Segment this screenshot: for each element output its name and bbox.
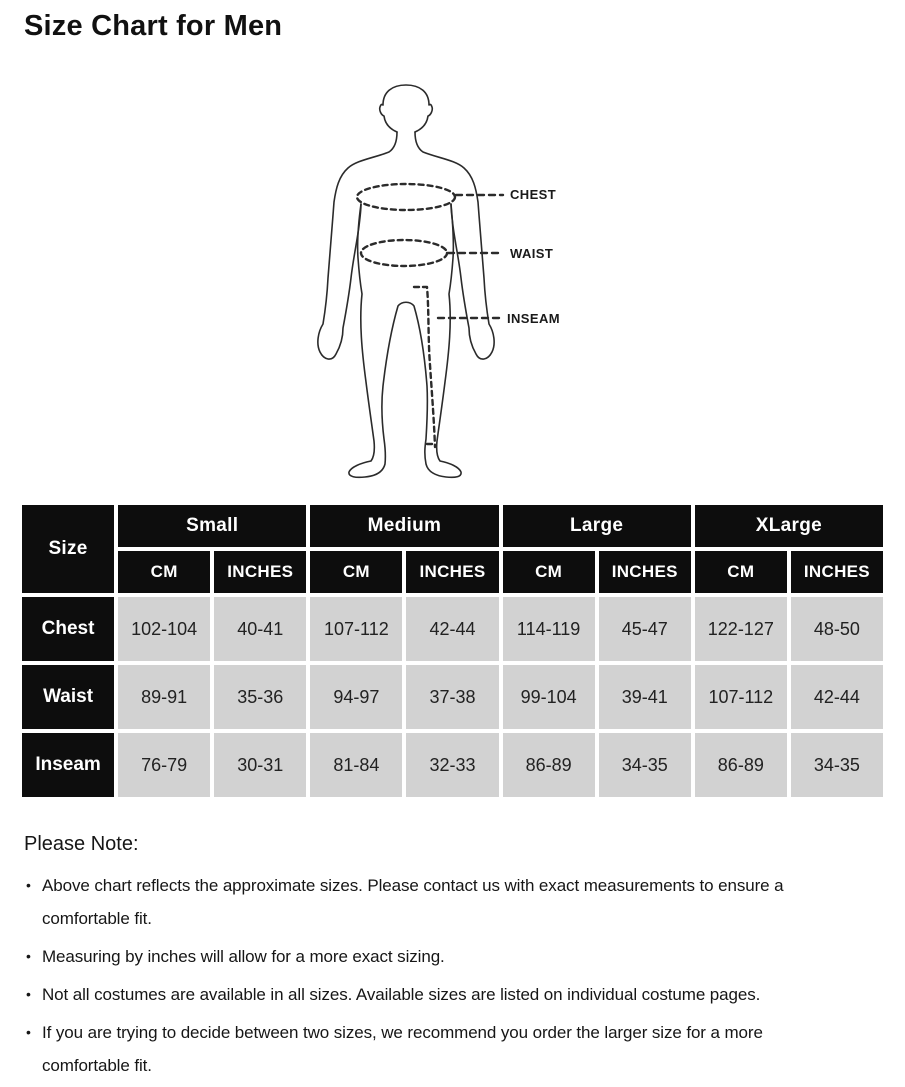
header-small: Small: [118, 505, 306, 547]
chest-large-cm: 114-119: [503, 597, 595, 661]
header-large-cm: CM: [503, 551, 595, 593]
bullet-icon: •: [26, 986, 31, 1002]
corner-header-size: Size: [22, 505, 114, 593]
header-medium-cm: CM: [310, 551, 402, 593]
chest-medium-inches: 42-44: [406, 597, 498, 661]
bullet-icon: •: [26, 877, 31, 893]
notes-section: [24, 833, 854, 1087]
note-text: Above chart reflects the approximate sizes. Please contact us with exact measurements to ensure a comfortable fit.: [42, 876, 784, 928]
inseam-small-cm: 76-79: [118, 733, 210, 797]
chest-medium-cm: 107-112: [310, 597, 402, 661]
row-header-waist: Waist: [22, 665, 114, 729]
header-medium: Medium: [310, 505, 498, 547]
inseam-xlarge-cm: 86-89: [695, 733, 787, 797]
bullet-icon: •: [26, 948, 31, 964]
chest-xlarge-cm: 122-127: [695, 597, 787, 661]
row-header-chest: Chest: [22, 597, 114, 661]
note-item-measuring-inches: [24, 940, 836, 973]
header-large: Large: [503, 505, 691, 547]
size-chart-table-container: [18, 501, 887, 801]
unit-header-row: [22, 551, 883, 593]
notes-heading: Please Note:: [24, 833, 139, 855]
header-medium-inches: INCHES: [406, 551, 498, 593]
table-row-waist: [22, 665, 883, 729]
table-row-chest: [22, 597, 883, 661]
header-xlarge-cm: CM: [695, 551, 787, 593]
inseam-medium-cm: 81-84: [310, 733, 402, 797]
table-row-inseam: [22, 733, 883, 797]
inseam-medium-inches: 32-33: [406, 733, 498, 797]
note-text: Not all costumes are available in all sizes. Available sizes are listed on individual costume pages.: [42, 985, 761, 1004]
inseam-large-inches: 34-35: [599, 733, 691, 797]
body-measurement-diagram: [300, 80, 620, 500]
chest-small-cm: 102-104: [118, 597, 210, 661]
header-xlarge-inches: INCHES: [791, 551, 883, 593]
note-text: If you are trying to decide between two sizes, we recommend you order the larger size for a more comfortable fit.: [42, 1023, 763, 1075]
row-header-inseam: Inseam: [22, 733, 114, 797]
chest-measure-ellipse: [357, 184, 455, 210]
size-group-header-row: [22, 505, 883, 547]
bullet-icon: •: [26, 1024, 31, 1040]
waist-label: WAIST: [510, 246, 554, 261]
note-text: Measuring by inches will allow for a more exact sizing.: [42, 947, 445, 966]
waist-measure-ellipse: [361, 240, 447, 266]
figure-torso-legs: [349, 204, 461, 477]
note-item-approximate-sizes: [24, 869, 836, 935]
waist-small-inches: 35-36: [214, 665, 306, 729]
chest-large-inches: 45-47: [599, 597, 691, 661]
chest-small-inches: 40-41: [214, 597, 306, 661]
inseam-label: INSEAM: [507, 311, 560, 326]
inseam-large-cm: 86-89: [503, 733, 595, 797]
waist-large-inches: 39-41: [599, 665, 691, 729]
waist-medium-inches: 37-38: [406, 665, 498, 729]
note-item-size-decision: [24, 1016, 836, 1082]
inseam-small-inches: 30-31: [214, 733, 306, 797]
male-body-outline-illustration: [300, 80, 620, 500]
header-large-inches: INCHES: [599, 551, 691, 593]
chest-xlarge-inches: 48-50: [791, 597, 883, 661]
header-xlarge: XLarge: [695, 505, 883, 547]
waist-small-cm: 89-91: [118, 665, 210, 729]
waist-xlarge-inches: 42-44: [791, 665, 883, 729]
figure-right-arm: [415, 132, 494, 359]
waist-medium-cm: 94-97: [310, 665, 402, 729]
figure-head: [380, 85, 433, 132]
header-small-cm: CM: [118, 551, 210, 593]
note-item-availability: [24, 978, 836, 1011]
inseam-xlarge-inches: 34-35: [791, 733, 883, 797]
page-title: Size Chart for Men: [24, 10, 283, 42]
waist-large-cm: 99-104: [503, 665, 595, 729]
size-chart-table: [18, 501, 887, 801]
waist-xlarge-cm: 107-112: [695, 665, 787, 729]
header-small-inches: INCHES: [214, 551, 306, 593]
chest-label: CHEST: [510, 187, 557, 202]
